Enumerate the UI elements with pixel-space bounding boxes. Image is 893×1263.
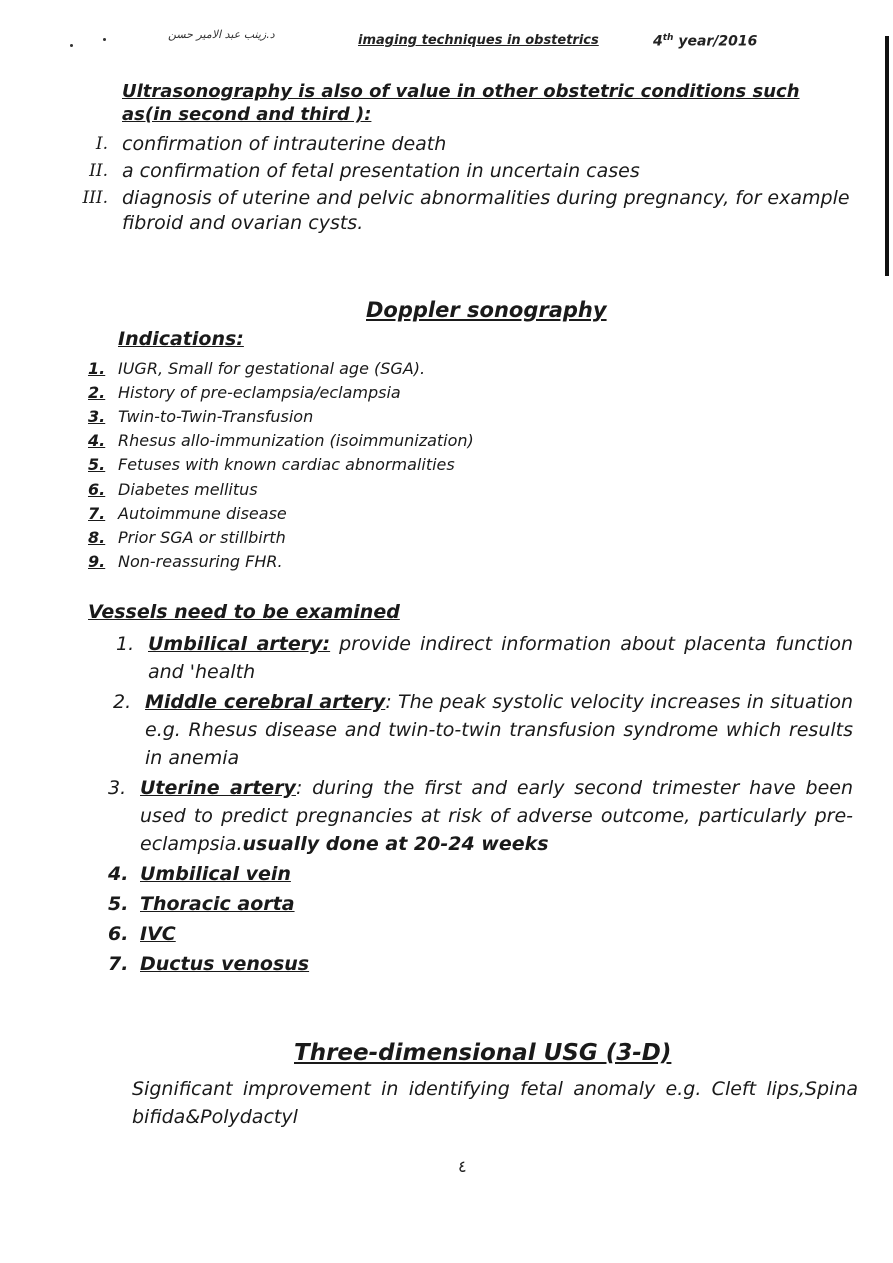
vessel-name: Umbilical artery: (148, 633, 331, 655)
three-d-body: Significant improvement in identifying fetal anomaly e.g. Cleft lips,Spina bifida&Polydactyl (132, 1078, 858, 1128)
list-item: II. a confirmation of fetal presentation in uncertain cases (89, 160, 640, 182)
list-item: 6. IVC (108, 923, 176, 945)
vessel-name: Ductus venosus (140, 953, 310, 975)
list-item: 4. Rhesus allo-immunization (isoimmunization) (88, 431, 474, 451)
list-item: 8. Prior SGA or stillbirth (88, 527, 286, 547)
list-item: 6. Diabetes mellitus (88, 479, 258, 499)
header-author: د.زينب عبد الامير حسن (168, 28, 275, 41)
list-item: 1. Umbilical artery: provide indirect information about placenta function and 'health (116, 633, 854, 683)
indications-list (88, 356, 648, 574)
ultrasound-list (60, 132, 860, 238)
vessels-list (108, 630, 853, 978)
list-item: 5. Fetuses with known cardiac abnormalities (88, 455, 455, 475)
list-item: III. diagnosis of uterine and pelvic abnormalities during pregnancy, for example fibroid and ovarian cysts. (82, 187, 850, 234)
scan-speck (70, 44, 73, 47)
list-item: 4. Umbilical vein (108, 863, 291, 885)
header-year: 4th year/2016 (653, 33, 758, 50)
scan-edge-bar (885, 36, 889, 276)
list-item: 9. Non-reassuring FHR. (88, 552, 283, 572)
vessel-name: Thoracic aorta (140, 893, 295, 915)
list-item: 7. Ductus venosus (108, 953, 310, 975)
page-number: ٤ (458, 1157, 467, 1176)
three-d-title: Three-dimensional USG (3-D) (294, 1040, 672, 1066)
list-item: I. confirmation of intrauterine death (95, 133, 447, 155)
scan-speck (103, 38, 106, 41)
indications-heading: Indications: (118, 328, 244, 350)
ultrasound-heading: Ultrasonography is also of value in other obstetric conditions such as(in second and third ): (122, 81, 800, 125)
list-item: 5. Thoracic aorta (108, 893, 295, 915)
list-item: 1. IUGR, Small for gestational age (SGA). (88, 358, 426, 378)
list-item: 7. Autoimmune disease (88, 503, 287, 523)
header-doc-title: imaging techniques in obstetrics (358, 33, 599, 48)
list-item: 3. Uterine artery: during the first and early second trimester have been used to predict pregnancies at risk of adverse outcome, particularly pre-eclampsia.usually done at 20-24 weeks (108, 777, 853, 855)
list-item: 2. History of pre-eclampsia/eclampsia (88, 382, 401, 402)
list-item: 2. Middle cerebral artery: The peak systolic velocity increases in situation e.g. Rhesus disease and twin-to-twin transfusion syndrome which results in anemia (113, 691, 854, 769)
vessel-name: IVC (140, 923, 176, 945)
vessels-heading: Vessels need to be examined (88, 601, 400, 623)
vessel-name: Umbilical vein (140, 863, 291, 885)
vessel-name: Middle cerebral artery (145, 691, 386, 713)
vessel-name: Uterine artery (140, 777, 296, 799)
list-item: 3. Twin-to-Twin-Transfusion (88, 406, 314, 426)
doppler-title: Doppler sonography (366, 298, 607, 322)
